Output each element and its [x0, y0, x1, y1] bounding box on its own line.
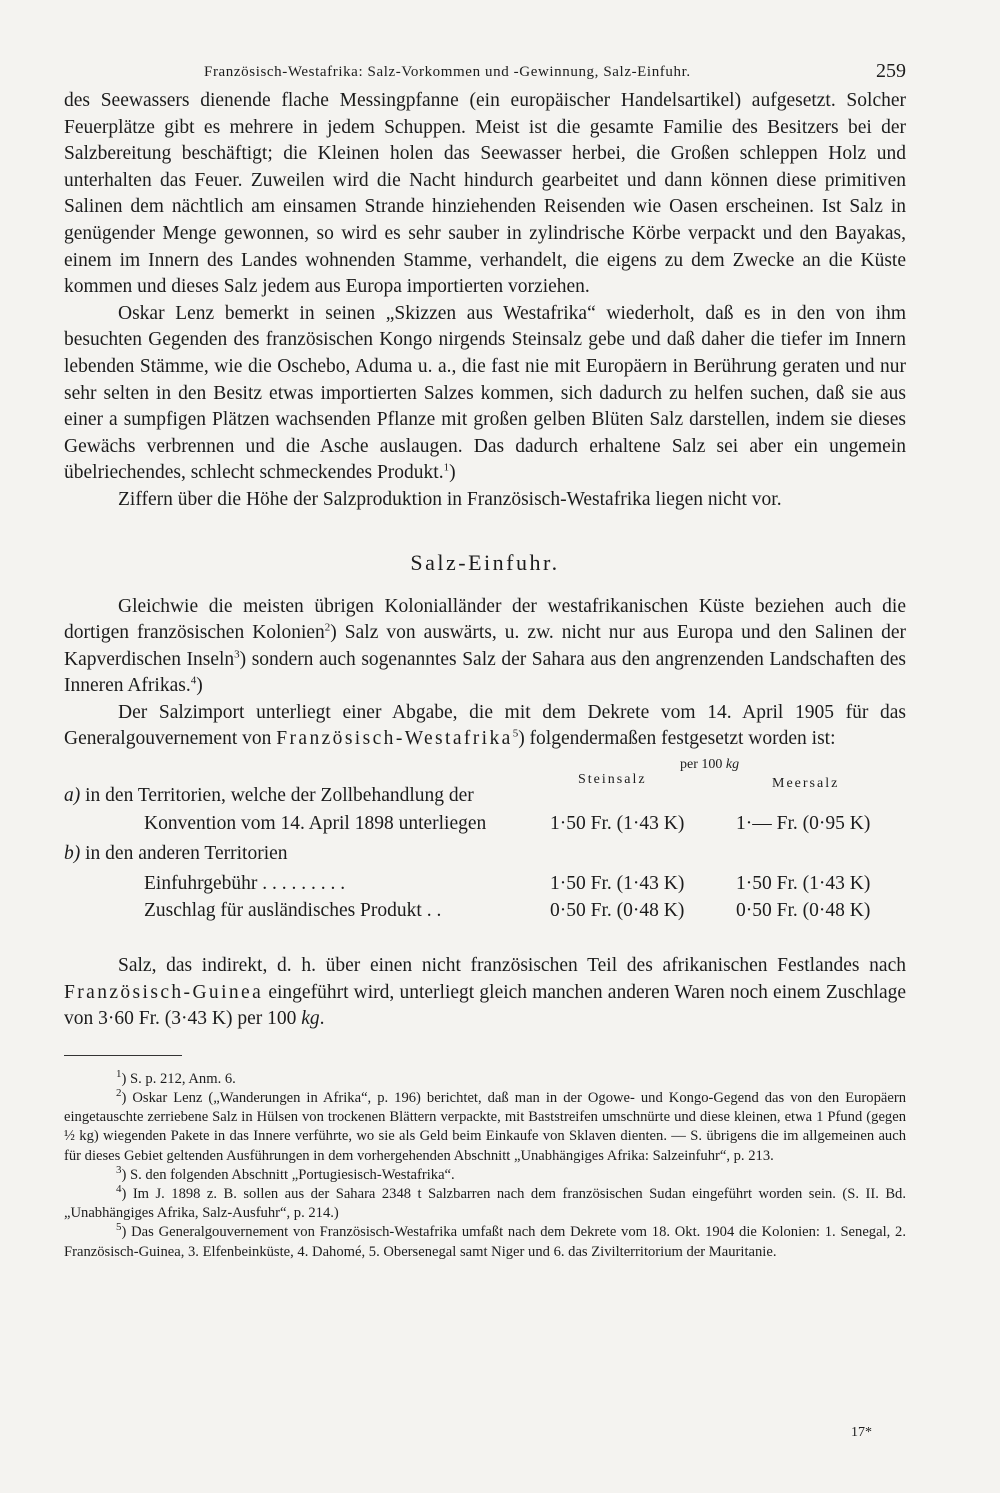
- footnote-3-mark: 3: [116, 1164, 122, 1176]
- footnote-5: [64, 1223, 906, 1261]
- paragraph-4: [64, 594, 906, 700]
- tariff-row-b1: Einfuhrgebühr . . . . . . . . .: [144, 873, 346, 895]
- footnote-3: [64, 1166, 906, 1185]
- tariff-row-b2-steinsalz: 0·50 Fr. (0·48 K): [550, 900, 685, 922]
- paragraph-4-b: ) Salz von auswärts, u. zw. nicht nur aus Europa und den Salinen der Kapverdischen Inseln: [64, 622, 906, 670]
- tariff-row-a: [64, 785, 474, 807]
- tariff-table: [64, 757, 906, 953]
- footnote-4-text: ) Im J. 1898 z. B. sollen aus der Sahara 2348 t Salzbarren nach dem französischen Sudan eingeführt worden sein. (S. II. Bd. „Unabhängiges Afrika, Salz-Ausfuhr“, p. 214.): [64, 1186, 906, 1222]
- tariff-row-b2-meersalz: 0·50 Fr. (0·48 K): [736, 900, 871, 922]
- paragraph-3: Ziffern über die Höhe der Salzproduktion in Französisch-Westafrika liegen nicht vor.: [118, 488, 782, 510]
- paragraph-5: [64, 700, 906, 753]
- footnote-5-mark: 5: [116, 1221, 122, 1234]
- footnote-ref-1: 1: [443, 461, 450, 474]
- tariff-row-b-text: in den anderen Territorien: [85, 843, 288, 865]
- running-head: [64, 58, 906, 88]
- tariff-per-label: per 100: [680, 757, 723, 773]
- page-number: 259: [876, 60, 906, 82]
- footnote-ref-4: 4: [190, 674, 197, 687]
- footnote-4-mark: 4: [116, 1183, 122, 1196]
- signature-mark: 17*: [851, 1425, 872, 1440]
- paragraph-6-end: .: [319, 1008, 325, 1030]
- footnote-ref-3: 3: [234, 648, 240, 661]
- paragraph-6-b: eingeführt wird, unterliegt gleich manchen anderen Waren noch einem Zuschlage von 3·60 Fr. (3·43 K) per 100: [64, 981, 907, 1030]
- tariff-row-b1-steinsalz: 1·50 Fr. (1·43 K): [550, 873, 685, 895]
- tariff-row-a-meersalz: 1·— Fr. (0·95 K): [736, 813, 871, 835]
- paragraph-4-c: ) sondern auch sogenanntes Salz der Sahara aus den angrenzenden Landschaften des Inneren Afrikas.: [64, 648, 906, 697]
- running-title: Französisch-Westafrika: Salz-Vorkommen und -Gewinnung, Salz-Einfuhr.: [204, 64, 691, 80]
- footnotes: [64, 1067, 906, 1262]
- footnote-3-text: ) S. den folgenden Abschnitt „Portugiesisch-Westafrika“.: [121, 1166, 455, 1183]
- tariff-row-b: [64, 843, 288, 865]
- footnote-1: [64, 1067, 906, 1089]
- footnote-ref-5: 5: [512, 727, 519, 740]
- paragraph-6-unit: kg: [301, 1008, 320, 1030]
- paragraph-2-text: Oskar Lenz bemerkt in seinen „Skizzen aus Westafrika“ wiederholt, daß es in den von ihm besuchten Gegenden des französischen Kongo nirgends Steinsalz gebe und daß daher die tiefer im Innern lebenden Stämme, wie die Oschebo, Aduma u. a., die fast nie mit Europäern in Berührung geraten und nur sehr selten in den Besitz etwas importierten Salzes kommen, sich dadurch zu helfen suchen, daß sie aus einer a sumpfigen Plätzen wachsenden Pflanze mit großen gelben Blüten Salz darstellen, indem sie dieses Gewächs verbrennen und die Asche auslaugen. Das dadurch erhaltene Salz sei aber ein ungemein übelriechendes, schlecht schmeckendes Produkt.: [64, 302, 906, 484]
- footnote-ref-2: 2: [324, 621, 331, 634]
- tariff-col-meersalz: Meersalz: [772, 776, 840, 792]
- footnote-5-text: ) Das Generalgouvernement von Französisch-Westafrika umfaßt nach dem Dekrete vom 18. Okt. 1904 die Kolonien: 1. Senegal, 2. Französisch-Guinea, 3. Elfenbeinküste, 4. Dahomé, 5. Obersenegal samt Niger und 6. das Zivilterritorium der Mauritanie.: [64, 1224, 906, 1260]
- paragraph-1: des Seewassers dienende flache Messingpfanne (ein europäischer Handelsartikel) aufgesetzt. Solcher Feuerplätze gibt es mehrere in jedem Schuppen. Meist ist die gesamte Familie des Besitzers bei der Salzbereitung beschäftigt; die Kleinen holen das Seewasser herbei, die Großen schleppen Holz und unterhalten das Feuer. Zuweilen wird die Nacht hindurch gearbeitet und dann können diese primitiven Salinen dem nächtlich am einsamen Strande hinziehenden Reisenden wie Oasen erscheinen. Ist Salz in genügender Menge gewonnen, so wird es sehr sauber in zylindrische Körbe verpackt und den Bayakas, einem im Innern des Landes wohnenden Stamme, verhandelt, die eigens zu dem Zwecke an die Küste kommen und dieses Salz jedem aus Europa importierten vorziehen.: [64, 90, 906, 298]
- paragraph-6: [64, 953, 906, 1033]
- footnote-2-mark: 2: [116, 1087, 122, 1100]
- paragraph-4-a: Gleichwie die meisten übrigen Kolonialländer der westafrikanischen Küste beziehen auch die dortigen französischen Kolonien: [64, 595, 906, 644]
- paragraph-4-d: ): [196, 675, 203, 697]
- footnote-4: [64, 1185, 906, 1223]
- paragraph-6-a: Salz, das indirekt, d. h. über einen nicht französischen Teil des afrikanischen Festlandes nach: [118, 955, 906, 977]
- tariff-row-b2: Zuschlag für ausländisches Produkt . .: [144, 900, 442, 922]
- tariff-row-a-label: a): [64, 785, 81, 807]
- paragraph-2: [64, 301, 906, 487]
- tariff-row-a-steinsalz: 1·50 Fr. (1·43 K): [550, 813, 685, 835]
- paragraph-5-a: Der Salzimport unterliegt einer Abgabe, die mit dem Dekrete vom 14. April 1905 für das Generalgouvernement von: [64, 701, 906, 750]
- paragraph-6-region: Französisch-Guinea: [64, 981, 264, 1003]
- tariff-per-unit: kg: [725, 757, 740, 773]
- footnote-2-text: ) Oskar Lenz („Wanderungen in Afrika“, p. 196) berichtet, daß man in der Ogowe- und Kongo-Gegend das von den Europäern eingetauschte zerriebene Salz in Hülsen von trockenen Blättern verpackte, mit Baststreifen umschnürte und diese kleinen, etwa 1 Pfund (gegen ½ kg) wiegenden Pakete in das Innere verführte, wo sie als Geld beim Einkaufe von Sklaven dienten. — S. übrigens die im allgemeinen auch für dieses Gebiet geltenden Ausführungen in dem vorhergehenden Abschnitt „Unabhängiges Afrika: Salzeinfuhr“, p. 213.: [64, 1090, 906, 1164]
- footnote-1-text: ) S. p. 212, Anm. 6.: [121, 1070, 236, 1087]
- tariff-col-steinsalz: Steinsalz: [578, 772, 647, 788]
- tariff-row-a-cont: Konvention vom 14. April 1898 unterliegen: [144, 813, 487, 835]
- footnote-divider: [64, 1055, 182, 1056]
- footnote-1-mark: 1: [116, 1067, 122, 1080]
- book-page: [64, 58, 906, 1262]
- tariff-row-b-label: b): [64, 843, 81, 865]
- paragraph-2-end: ): [449, 462, 456, 484]
- paragraph-5-region: Französisch-Westafrika: [276, 728, 513, 750]
- tariff-row-a-text1: in den Territorien, welche der Zollbehandlung der: [85, 785, 474, 807]
- section-title: Salz-Einfuhr.: [410, 549, 560, 575]
- paragraph-5-b: ) folgendermaßen festgesetzt worden ist:: [518, 728, 836, 750]
- tariff-unit-header: [680, 757, 739, 773]
- tariff-row-b1-meersalz: 1·50 Fr. (1·43 K): [736, 873, 871, 895]
- footnote-2: [64, 1089, 906, 1166]
